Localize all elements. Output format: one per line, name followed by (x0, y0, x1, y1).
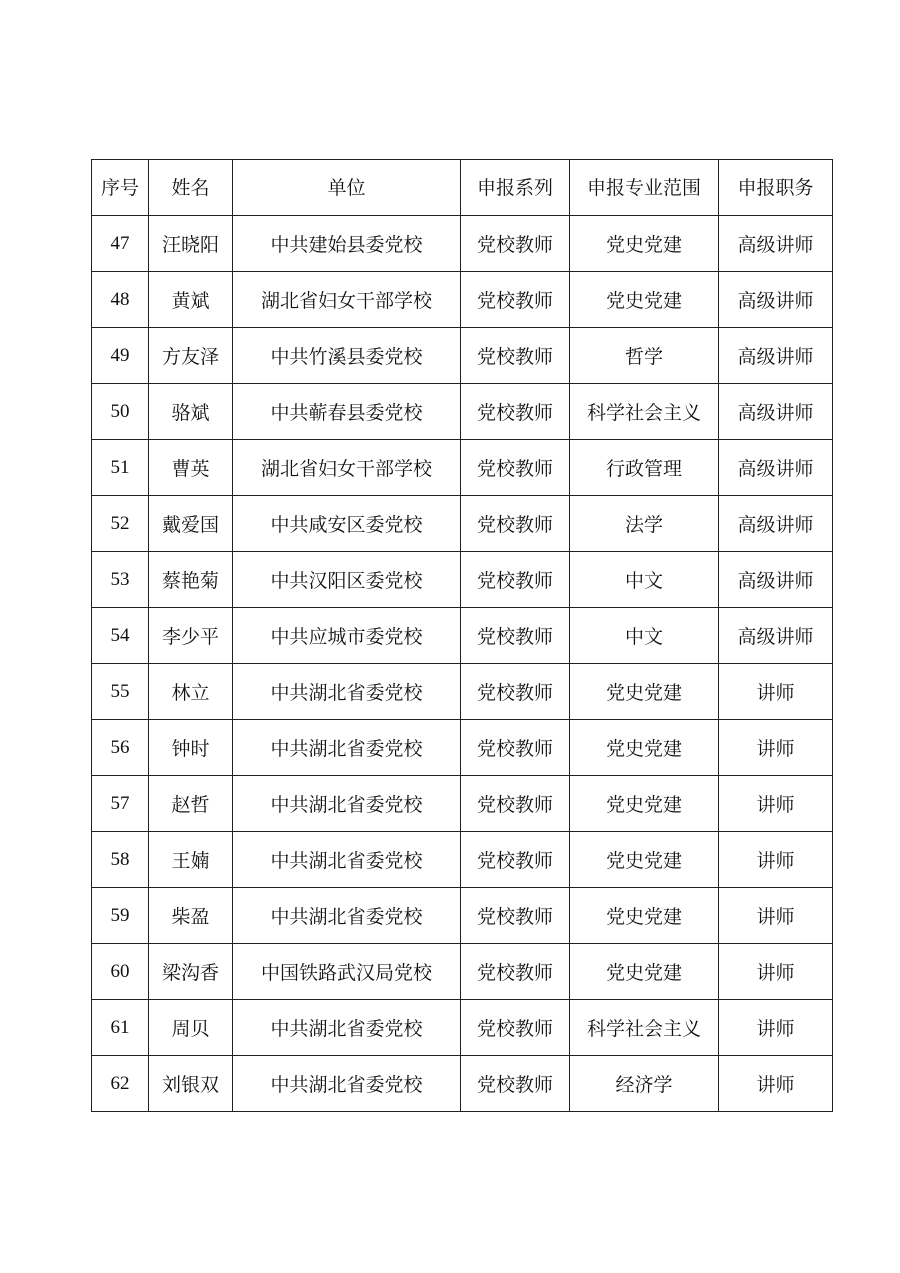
cell-title: 讲师 (719, 888, 833, 944)
cell-name: 赵哲 (149, 776, 233, 832)
cell-unit: 中共湖北省委党校 (233, 664, 461, 720)
header-no: 序号 (92, 160, 149, 216)
cell-title: 讲师 (719, 832, 833, 888)
table-row (92, 776, 833, 832)
header-range: 申报专业范围 (570, 160, 719, 216)
cell-title: 讲师 (719, 720, 833, 776)
cell-series: 党校教师 (461, 888, 570, 944)
table-row (92, 888, 833, 944)
cell-no: 55 (92, 664, 149, 720)
cell-series: 党校教师 (461, 608, 570, 664)
cell-no: 53 (92, 552, 149, 608)
cell-no: 50 (92, 384, 149, 440)
table-header-row (92, 160, 833, 216)
cell-unit: 中共湖北省委党校 (233, 1056, 461, 1112)
header-series: 申报系列 (461, 160, 570, 216)
cell-series: 党校教师 (461, 384, 570, 440)
header-unit: 单位 (233, 160, 461, 216)
cell-title: 高级讲师 (719, 272, 833, 328)
cell-title: 高级讲师 (719, 384, 833, 440)
cell-series: 党校教师 (461, 440, 570, 496)
cell-series: 党校教师 (461, 664, 570, 720)
cell-title: 高级讲师 (719, 216, 833, 272)
cell-no: 56 (92, 720, 149, 776)
cell-no: 49 (92, 328, 149, 384)
cell-unit: 中共建始县委党校 (233, 216, 461, 272)
cell-title: 高级讲师 (719, 552, 833, 608)
table-row (92, 384, 833, 440)
cell-no: 60 (92, 944, 149, 1000)
cell-unit: 中共汉阳区委党校 (233, 552, 461, 608)
cell-unit: 湖北省妇女干部学校 (233, 440, 461, 496)
table-row (92, 328, 833, 384)
cell-name: 黄斌 (149, 272, 233, 328)
cell-range: 法学 (570, 496, 719, 552)
cell-range: 党史党建 (570, 832, 719, 888)
cell-series: 党校教师 (461, 944, 570, 1000)
cell-series: 党校教师 (461, 496, 570, 552)
table-row (92, 216, 833, 272)
cell-range: 党史党建 (570, 216, 719, 272)
cell-title: 讲师 (719, 944, 833, 1000)
cell-series: 党校教师 (461, 776, 570, 832)
cell-title: 高级讲师 (719, 608, 833, 664)
cell-no: 48 (92, 272, 149, 328)
cell-range: 党史党建 (570, 720, 719, 776)
table-row (92, 944, 833, 1000)
cell-unit: 中共湖北省委党校 (233, 1000, 461, 1056)
table-row (92, 608, 833, 664)
cell-name: 方友泽 (149, 328, 233, 384)
cell-range: 党史党建 (570, 776, 719, 832)
cell-range: 党史党建 (570, 664, 719, 720)
cell-range: 中文 (570, 552, 719, 608)
cell-title: 高级讲师 (719, 328, 833, 384)
cell-no: 58 (92, 832, 149, 888)
cell-range: 党史党建 (570, 272, 719, 328)
cell-no: 52 (92, 496, 149, 552)
cell-range: 中文 (570, 608, 719, 664)
cell-no: 54 (92, 608, 149, 664)
cell-unit: 中共湖北省委党校 (233, 776, 461, 832)
cell-unit: 中共湖北省委党校 (233, 832, 461, 888)
cell-series: 党校教师 (461, 552, 570, 608)
cell-unit: 中共竹溪县委党校 (233, 328, 461, 384)
table-row (92, 832, 833, 888)
cell-no: 61 (92, 1000, 149, 1056)
table-row (92, 720, 833, 776)
cell-title: 讲师 (719, 1056, 833, 1112)
table-row (92, 272, 833, 328)
table-row (92, 440, 833, 496)
cell-series: 党校教师 (461, 720, 570, 776)
cell-series: 党校教师 (461, 1056, 570, 1112)
cell-no: 57 (92, 776, 149, 832)
cell-name: 林立 (149, 664, 233, 720)
cell-name: 戴爱国 (149, 496, 233, 552)
cell-range: 党史党建 (570, 888, 719, 944)
cell-series: 党校教师 (461, 1000, 570, 1056)
cell-name: 刘银双 (149, 1056, 233, 1112)
cell-unit: 中共应城市委党校 (233, 608, 461, 664)
header-name: 姓名 (149, 160, 233, 216)
cell-range: 经济学 (570, 1056, 719, 1112)
cell-unit: 中共湖北省委党校 (233, 720, 461, 776)
cell-no: 51 (92, 440, 149, 496)
table-row (92, 664, 833, 720)
cell-unit: 中共蕲春县委党校 (233, 384, 461, 440)
applicant-table (91, 159, 833, 1112)
cell-range: 行政管理 (570, 440, 719, 496)
cell-range: 科学社会主义 (570, 1000, 719, 1056)
cell-range: 科学社会主义 (570, 384, 719, 440)
cell-title: 高级讲师 (719, 496, 833, 552)
cell-name: 汪晓阳 (149, 216, 233, 272)
table-row (92, 1000, 833, 1056)
cell-unit: 中共湖北省委党校 (233, 888, 461, 944)
table-row (92, 1056, 833, 1112)
cell-name: 钟时 (149, 720, 233, 776)
cell-name: 周贝 (149, 1000, 233, 1056)
cell-name: 柴盈 (149, 888, 233, 944)
cell-series: 党校教师 (461, 328, 570, 384)
cell-title: 讲师 (719, 776, 833, 832)
cell-unit: 湖北省妇女干部学校 (233, 272, 461, 328)
table-row (92, 552, 833, 608)
cell-series: 党校教师 (461, 832, 570, 888)
cell-name: 王婻 (149, 832, 233, 888)
cell-series: 党校教师 (461, 216, 570, 272)
cell-title: 讲师 (719, 1000, 833, 1056)
cell-name: 李少平 (149, 608, 233, 664)
cell-name: 蔡艳菊 (149, 552, 233, 608)
cell-unit: 中国铁路武汉局党校 (233, 944, 461, 1000)
table-row (92, 496, 833, 552)
cell-no: 62 (92, 1056, 149, 1112)
cell-range: 党史党建 (570, 944, 719, 1000)
cell-unit: 中共咸安区委党校 (233, 496, 461, 552)
cell-no: 47 (92, 216, 149, 272)
cell-no: 59 (92, 888, 149, 944)
cell-range: 哲学 (570, 328, 719, 384)
cell-name: 曹英 (149, 440, 233, 496)
cell-name: 骆斌 (149, 384, 233, 440)
cell-title: 讲师 (719, 664, 833, 720)
cell-series: 党校教师 (461, 272, 570, 328)
header-title: 申报职务 (719, 160, 833, 216)
cell-name: 梁沟香 (149, 944, 233, 1000)
cell-title: 高级讲师 (719, 440, 833, 496)
